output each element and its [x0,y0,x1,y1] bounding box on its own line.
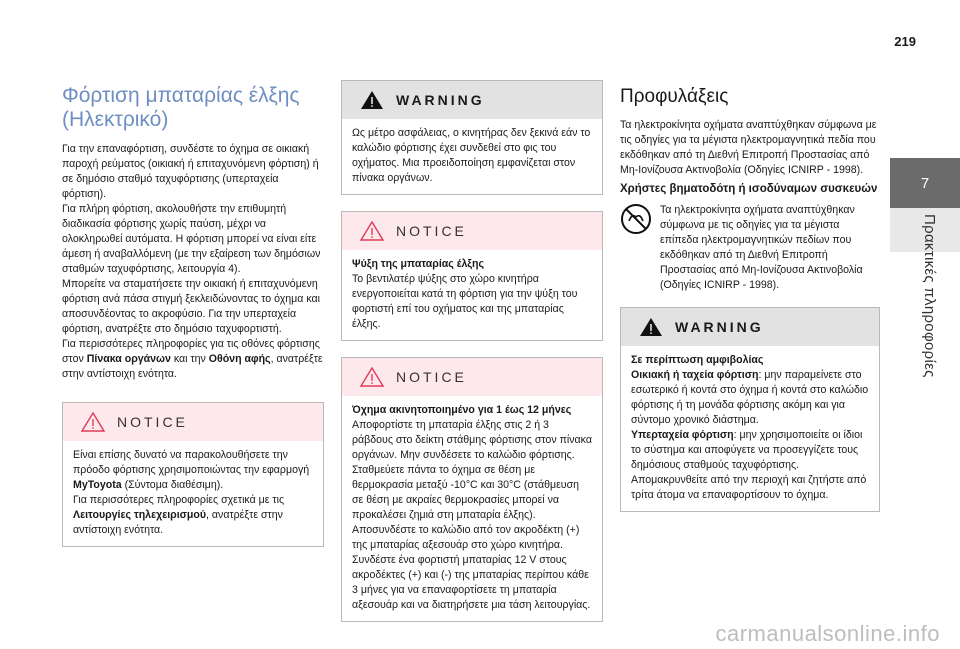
notice-label: NOTICE [396,222,467,239]
paragraph: Για την επαναφόρτιση, συνδέστε το όχημα σε οικιακή παροχή ρεύματος (οικιακή ή επιταχυνόμενη φόρτιση) ή σε δημόσιο σταθμό ταχυφόρτισης (υπερταχεία φόρτιση). [62,143,319,200]
paragraph: Για περισσότερες πληροφορίες για τις οθόνες φόρτισης στον Πίνακα οργάνων και την Οθόνη αφής, ανατρέξτε στην αντίστοιχη ενότητα. [62,338,323,380]
warning-body: Ως μέτρο ασφάλειας, ο κινητήρας δεν ξεκινά εάν το καλώδιο φόρτισης έχει συνδεθεί στο φις του οχήματος. Μια προειδοποίηση εμφανίζεται στον πίνακα οργάνων. [352,127,591,184]
warning-triangle-icon [360,90,384,110]
paragraph: Για πλήρη φόρτιση, ακολουθήστε την επιθυμητή διαδικασία φόρτισης χωρίς παύση, μέχρι να ολοκληρωθεί αυτόματα. Η φόρτιση μπορεί να είναι είτε άμεση ή αναβαλλόμενη (με την εξαίρεση των δημόσιων σταθμών ταχυφόρτισης, λειτουργία 4). [62,203,321,275]
pacemaker-note: Τα ηλεκτροκίνητα οχήματα αναπτύχθηκαν σύμφωνα με τις οδηγίες για τα μέγιστα επίπεδα ηλεκτρομαγνητικών πεδίων που εκδόθηκαν από τη Διεθνή Επιτροπή Προστασίας από Μη-Ιονίζουσα Ακτινοβολία (Οδηγίες ICNIRP - 1998). [620,203,880,293]
warning-header [342,81,602,119]
pacemaker-prohibited-icon [620,203,654,293]
link-instrument-panel: Πίνακα οργάνων [86,353,171,365]
warning-box [341,80,603,195]
chapter-side-tab [890,158,960,558]
chapter-title: Πρακτικές πληροφορίες [921,214,938,378]
column-1 [62,80,324,547]
caution-triangle-icon [81,412,105,432]
link-remote-functions: Λειτουργίες τηλεχειρισμού [73,509,207,521]
column-2 [341,80,603,622]
notice-box-storage [341,357,603,622]
notice-body: Ψύξη της μπαταρίας έλξης Το βεντιλατέρ ψύξης στο χώρο κινητήρα ενεργοποιείται κατά τη φόρτιση για την ψύξη του φορτιστή επί του οχήματος και της μπαταρίας έλξης. [342,250,602,340]
warning-heading: Σε περίπτωση αμφιβολίας [631,354,764,366]
warning-label: WARNING [675,318,764,335]
notice-header [342,212,602,250]
notice-header [63,403,323,441]
chapter-number: 7 [890,158,960,208]
notice-box [62,402,324,547]
notice-box-cooling [341,211,603,341]
page-number: 219 [894,34,916,49]
warning-label: WARNING [396,91,485,108]
caution-triangle-icon [360,221,384,241]
notice-body: Είναι επίσης δυνατό να παρακολουθήσετε την πρόοδο φόρτισης χρησιμοποιώντας την εφαρμογή MyToyota (Σύντομα διαθέσιμη). Για περισσότερες πληροφορίες σχετικά με τις Λειτουργίες τηλεχειρισμού, ανατρέξτε στην αντίστοιχη ενότητα. [73,449,310,536]
caution-triangle-icon [360,367,384,387]
notice-heading: Ψύξη της μπαταρίας έλξης [352,258,484,270]
column-3: Προφυλάξεις Τα ηλεκτροκίνητα οχήματα αναπτύχθηκαν σύμφωνα με τις οδηγίες για τα μέγιστα ηλεκτρομαγνητικά πεδία που εκδόθηκαν από τη Διεθνή Επιτροπή Προστασίας από Μη-Ιονίζουσα Ακτινοβολία (Οδηγίες ICNIRP - 1998). Χρήστες βηματοδότη ή ισοδύναμων συσκευών Τα ηλεκτροκίνητα οχήματα αναπτύχθηκαν σύμφωνα με τις οδηγίες για τα μέγιστα επίπεδα ηλεκτρομαγνητικών πεδίων που εκδόθηκαν από τη Διεθνή Επιτροπή Προστασίας από Μη-Ιονίζουσα Ακτινοβολία (Οδηγίες ICNIRP - 1998). WARNING Σε περίπτωση αμφιβολίας Οικιακή ή ταχεία φόρτιση: μην παραμείνετε στο εσωτερικό ή κοντά στο όχημα ή κοντά στο καλώδιο φόρτισης ή τη μονάδα φόρτισης ακόμη και για σύντομο χρονικό διάστημα. Υπερταχεία φόρτιση: μην χρησιμοποιείτε οι ίδιοι το σύστημα και αποφύγετε να προσεγγίζετε τους δημόσιους σταθμούς ταχυφόρτισης. Απομακρυνθείτε από την περιοχή και ζητήστε από τρίτα άτομα να επαναφορτίσουν το όχημα. [620,80,880,512]
warning-header [621,308,879,346]
section-title-charging: Φόρτιση μπαταρίας έλξης (Ηλεκτρικό) [62,84,300,131]
section-title-precautions: Προφυλάξεις [620,86,729,107]
warning-triangle-icon [639,317,663,337]
notice-label: NOTICE [396,368,467,385]
notice-body: Όχημα ακινητοποιημένο για 1 έως 12 μήνες Αποφορτίστε τη μπαταρία έλξης στις 2 ή 3 ράβδους στο δείκτη στάθμης φόρτισης στον πίνακα οργάνων. Μην συνδέσετε το καλώδιο φόρτισης. Σταθμεύετε πάντα το όχημα σε θέση με θερμοκρασία μεταξύ -10°C και 30°C (στάθμευση σε θέση με ακραίες θερμοκρασίες μπορεί να προκαλέσει ζημιά στη μπαταρία έλξης). Αποσυνδέστε το καλώδιο από τον ακροδέκτη (+) της μπαταρίας αξεσουάρ στο χώρο κινητήρα. Συνδέστε ένα φορτιστή μπαταρίας 12 V στους ακροδέκτες (+) και (-) της μπαταρίας περίπου κάθε 3 μήνες για να επαναφορτίσετε τη μπαταρία αξεσουάρ και να διατηρήσετε μια τάση λειτουργίας. [352,404,592,611]
warning-body: Σε περίπτωση αμφιβολίας Οικιακή ή ταχεία φόρτιση: μην παραμείνετε στο εσωτερικό ή κοντά στο όχημα ή κοντά στο καλώδιο φόρτισης ή τη μονάδα φόρτισης ακόμη και για σύντομο χρονικό διάστημα. Υπερταχεία φόρτιση: μην χρησιμοποιείτε οι ίδιοι το σύστημα και αποφύγετε να προσεγγίζετε τους δημόσιους σταθμούς ταχυφόρτισης. Απομακρυνθείτε από την περιοχή και ζητήστε από τρίτα άτομα να επαναφορτίσουν το όχημα. [631,354,869,501]
notice-header [342,358,602,396]
subheading-pacemaker: Χρήστες βηματοδότη ή ισοδύναμων συσκευών [620,183,878,195]
notice-label: NOTICE [117,413,188,430]
app-name: MyToyota [73,479,122,491]
notice-heading: Όχημα ακινητοποιημένο για 1 έως 12 μήνες [352,404,572,416]
warning-box-doubt [620,307,880,512]
link-touch-screen: Οθόνη αφής [208,353,271,365]
paragraph: Μπορείτε να σταματήσετε την οικιακή ή επιταχυνόμενη φόρτιση ανά πάσα στιγμή ξεκλειδώνοντας το όχημα και αποσυνδέοντας το ακροφύσιο. Για την υπερταχεία φόρτιση, ανατρέξτε στο δημόσιο ταχυφορτιστή. [62,278,320,335]
watermark: carmanualsonline.info [715,621,940,646]
